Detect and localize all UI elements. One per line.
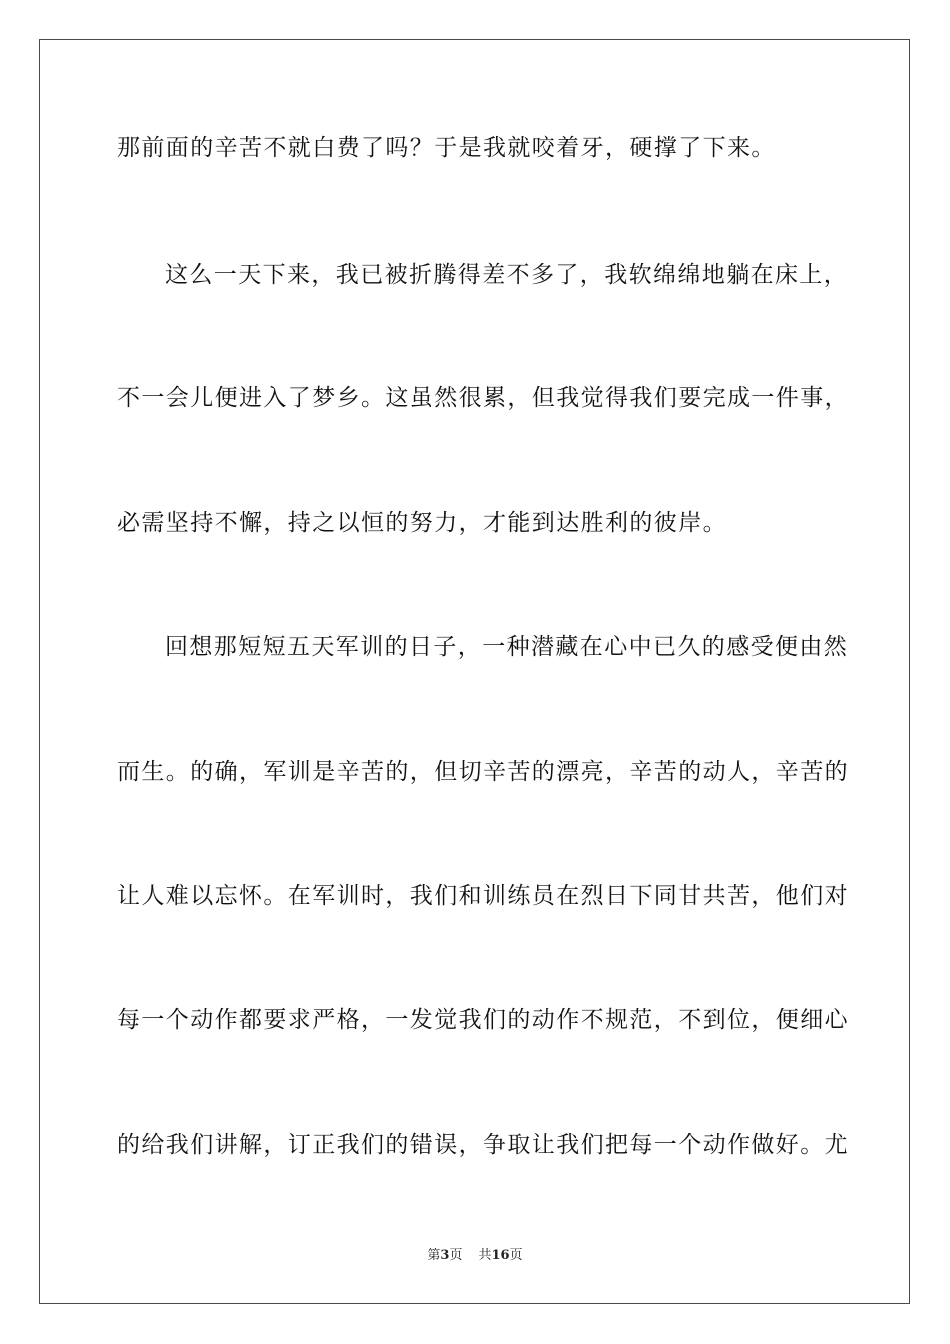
page-prefix: 第 bbox=[427, 1248, 441, 1263]
body-text-line-7: 让人难以忘怀。在军训时，我们和训练员在烈日下同甘共苦，他们对 bbox=[117, 883, 849, 909]
body-text-line-1: 那前面的辛苦不就白费了吗？于是我就咬着牙，硬撑了下来。 bbox=[117, 135, 776, 161]
body-text-line-3: 不一会儿便进入了梦乡。这虽然很累，但我觉得我们要完成一件事， bbox=[117, 385, 849, 411]
body-text-line-8: 每一个动作都要求严格，一发觉我们的动作不规范，不到位，便细心 bbox=[117, 1007, 849, 1033]
total-suffix: 页 bbox=[509, 1248, 523, 1263]
body-text-line-6: 而生。的确，军训是辛苦的，但切辛苦的漂亮，辛苦的动人，辛苦的 bbox=[117, 759, 849, 785]
page-border bbox=[39, 39, 910, 1304]
total-prefix: 共 bbox=[478, 1248, 492, 1263]
body-text-line-2: 这么一天下来，我已被折腾得差不多了，我软绵绵地躺在床上， bbox=[165, 262, 849, 288]
page-suffix: 页 bbox=[449, 1248, 463, 1263]
body-text-line-5: 回想那短短五天军训的日子，一种潜藏在心中已久的感受便由然 bbox=[165, 634, 849, 660]
body-text-line-9: 的给我们讲解，订正我们的错误，争取让我们把每一个动作做好。尤 bbox=[117, 1132, 849, 1158]
current-page-number: 3 bbox=[440, 1248, 450, 1263]
body-text-line-4: 必需坚持不懈，持之以恒的努力，才能到达胜利的彼岸。 bbox=[117, 510, 727, 536]
page-footer bbox=[0, 1247, 950, 1265]
total-page-count: 16 bbox=[491, 1248, 510, 1263]
